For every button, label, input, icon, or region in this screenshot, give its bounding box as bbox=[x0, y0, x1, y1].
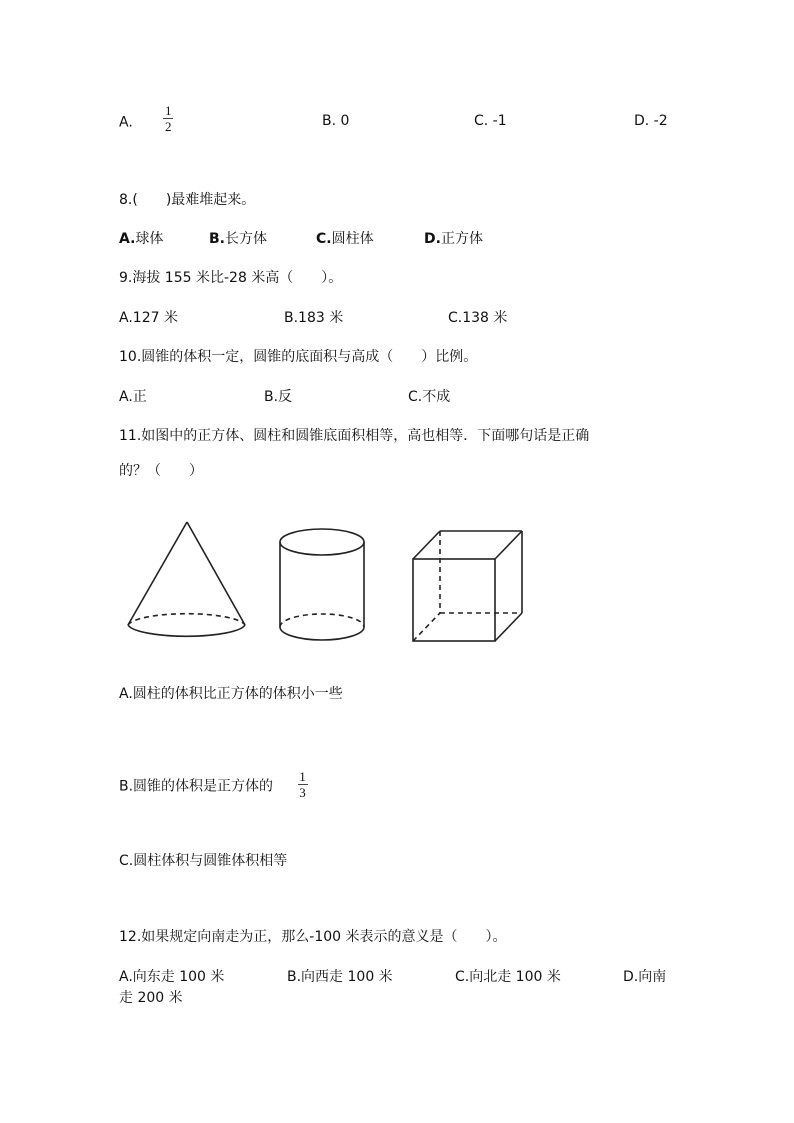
q8-option-d[interactable] bbox=[424, 230, 483, 248]
q11-question-line1: 11.如图中的正方体、圆柱和圆锥底面积相等，高也相等．下面哪句话是正确 bbox=[119, 428, 590, 444]
q8-option-c-key: C. bbox=[316, 231, 332, 247]
q8-option-a-text: 球体 bbox=[135, 231, 164, 247]
q11-question-line2: 的？（ ） bbox=[119, 463, 203, 479]
q7-option-b[interactable]: B. 0 bbox=[322, 113, 350, 129]
q8-option-b-text: 长方体 bbox=[225, 231, 267, 247]
fraction-one-half bbox=[163, 104, 173, 133]
q10-question: 10.圆锥的体积一定，圆锥的底面积与高成（ ）比例。 bbox=[119, 349, 478, 365]
q12-option-c[interactable]: C.向北走 100 米 bbox=[455, 969, 561, 985]
q12-option-d[interactable]: D.向南 bbox=[623, 969, 667, 985]
q12-question: 12.如果规定向南走为正，那么-100 米表示的意义是（ ）。 bbox=[119, 929, 507, 945]
q7-option-a[interactable] bbox=[119, 103, 173, 134]
frac-den: 3 bbox=[299, 785, 306, 800]
q8-option-a-key: A. bbox=[119, 231, 136, 247]
q8-option-a[interactable] bbox=[119, 230, 163, 248]
q9-option-c[interactable]: C.138 米 bbox=[448, 310, 508, 326]
q7-option-a-label: A. bbox=[119, 114, 133, 131]
q10-option-c[interactable]: C.不成 bbox=[408, 389, 451, 405]
q7-option-c[interactable]: C. -1 bbox=[474, 113, 507, 129]
frac-num: 1 bbox=[164, 103, 172, 118]
q12-option-b[interactable]: B.向西走 100 米 bbox=[287, 969, 393, 985]
q8-option-b[interactable] bbox=[209, 230, 267, 248]
cone-figure bbox=[128, 522, 245, 636]
q9-option-b[interactable]: B.183 米 bbox=[284, 310, 344, 326]
q12-option-a[interactable]: A.向东走 100 米 bbox=[119, 969, 225, 985]
q8-option-d-text: 正方体 bbox=[440, 231, 483, 247]
cube-figure bbox=[413, 531, 522, 641]
q8-option-d-key: D. bbox=[424, 231, 441, 247]
q11-option-b-text: B.圆锥的体积是正方体的 bbox=[119, 778, 274, 795]
frac-num: 1 bbox=[299, 769, 306, 784]
frac-den: 2 bbox=[164, 119, 172, 134]
q10-option-b[interactable]: B.反 bbox=[264, 389, 293, 405]
q9-option-a[interactable]: A.127 米 bbox=[119, 310, 178, 326]
q11-option-c[interactable]: C.圆柱体积与圆锥体积相等 bbox=[119, 853, 288, 869]
q11-option-b[interactable] bbox=[119, 769, 308, 800]
q8-option-c[interactable] bbox=[316, 230, 374, 248]
q7-option-d[interactable]: D. -2 bbox=[634, 113, 668, 129]
q8-option-b-key: B. bbox=[209, 231, 225, 247]
q11-figures bbox=[120, 515, 530, 650]
q11-option-a[interactable]: A.圆柱的体积比正方体的体积小一些 bbox=[119, 686, 343, 702]
q12-option-d-wrap[interactable]: 走 200 米 bbox=[119, 990, 183, 1006]
cylinder-figure bbox=[280, 529, 364, 640]
q8-option-c-text: 圆柱体 bbox=[331, 231, 374, 247]
fraction-one-third bbox=[298, 770, 308, 799]
q9-question: 9.海拔 155 米比-28 米高（ ）。 bbox=[119, 270, 343, 286]
q10-option-a[interactable]: A.正 bbox=[119, 389, 147, 405]
q8-question: 8.( )最难堆起来。 bbox=[119, 192, 256, 208]
